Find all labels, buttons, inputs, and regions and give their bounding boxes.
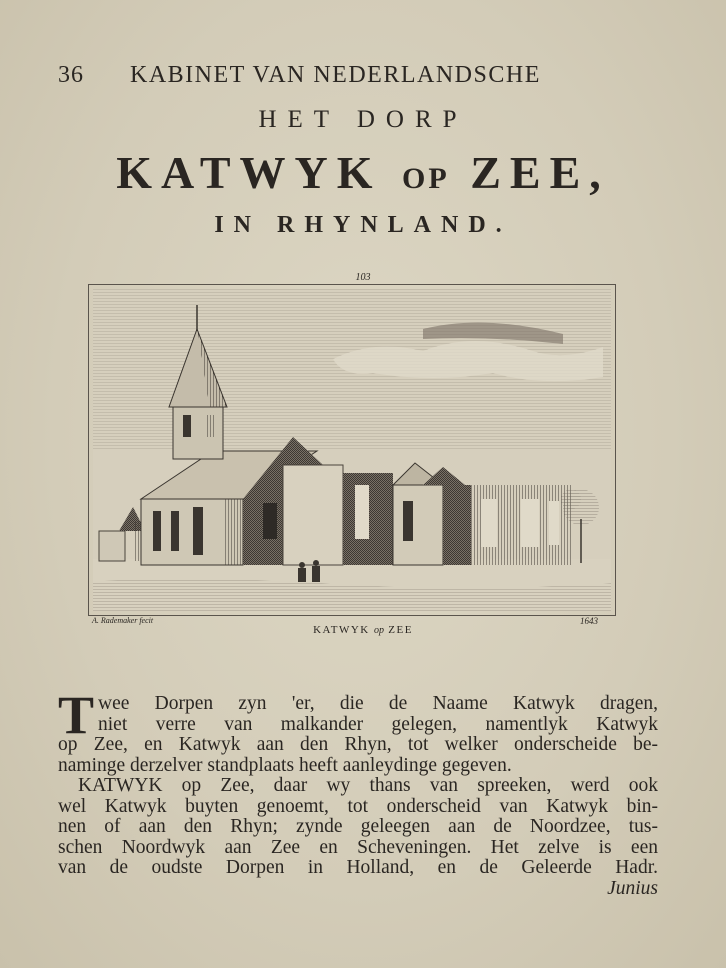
page-number: 36 — [58, 62, 84, 88]
title-line-1: HET DORP — [258, 106, 468, 133]
title-op: OP — [402, 162, 450, 195]
text-line: wee Dorpen zyn 'er, die de Naame Katwyk dragen, — [98, 693, 658, 714]
title-zee: ZEE, — [470, 147, 610, 198]
caption-op: op — [374, 625, 384, 636]
text-line: Junius — [607, 877, 658, 899]
text-line: van de oudste Dorpen in Holland, en de Geleerde Hadr. — [58, 857, 658, 878]
running-head — [58, 62, 618, 94]
text-line: nen of aan den Rhyn; zynde geleegen aan de Noordzee, tus- — [58, 816, 658, 837]
running-title: KABINET VAN NEDERLANDSCHE — [130, 62, 541, 88]
engraving-plate — [88, 284, 616, 616]
title-line-2 — [0, 146, 726, 199]
text-line: KATWYK op Zee, daar wy thans van spreeken, werd ook — [78, 775, 658, 796]
church-engraving-image — [93, 289, 611, 611]
title-katwyk: KATWYK — [116, 147, 382, 198]
caption-zee: ZEE — [388, 624, 413, 636]
text-line: wel Katwyk buyten genoemt, tot onderscheid van Katwyk bin- — [58, 795, 658, 817]
plate-top-number: 103 — [355, 272, 371, 283]
text-line: naminge derzelver standplaats heeft aanleydinge gegeven. — [58, 754, 512, 776]
title-line-3: IN RHYNLAND. — [214, 212, 512, 238]
engraver-credit: A. Rademaker fecit — [92, 616, 154, 625]
caption-katwyk: KATWYK — [313, 624, 370, 636]
drop-capital: T — [58, 685, 95, 745]
text-line: niet verre van malkander gelegen, namentlyk Katwyk — [98, 713, 658, 735]
text-line: op Zee, en Katwyk aan den Rhyn, tot welker onderscheide be- — [58, 734, 658, 755]
plate-number: 1643 — [580, 616, 598, 626]
body-text — [58, 694, 658, 899]
plate-caption — [0, 624, 726, 636]
text-line: schen Noordwyk aan Zee en Scheveningen. Het zelve is een — [58, 836, 658, 858]
